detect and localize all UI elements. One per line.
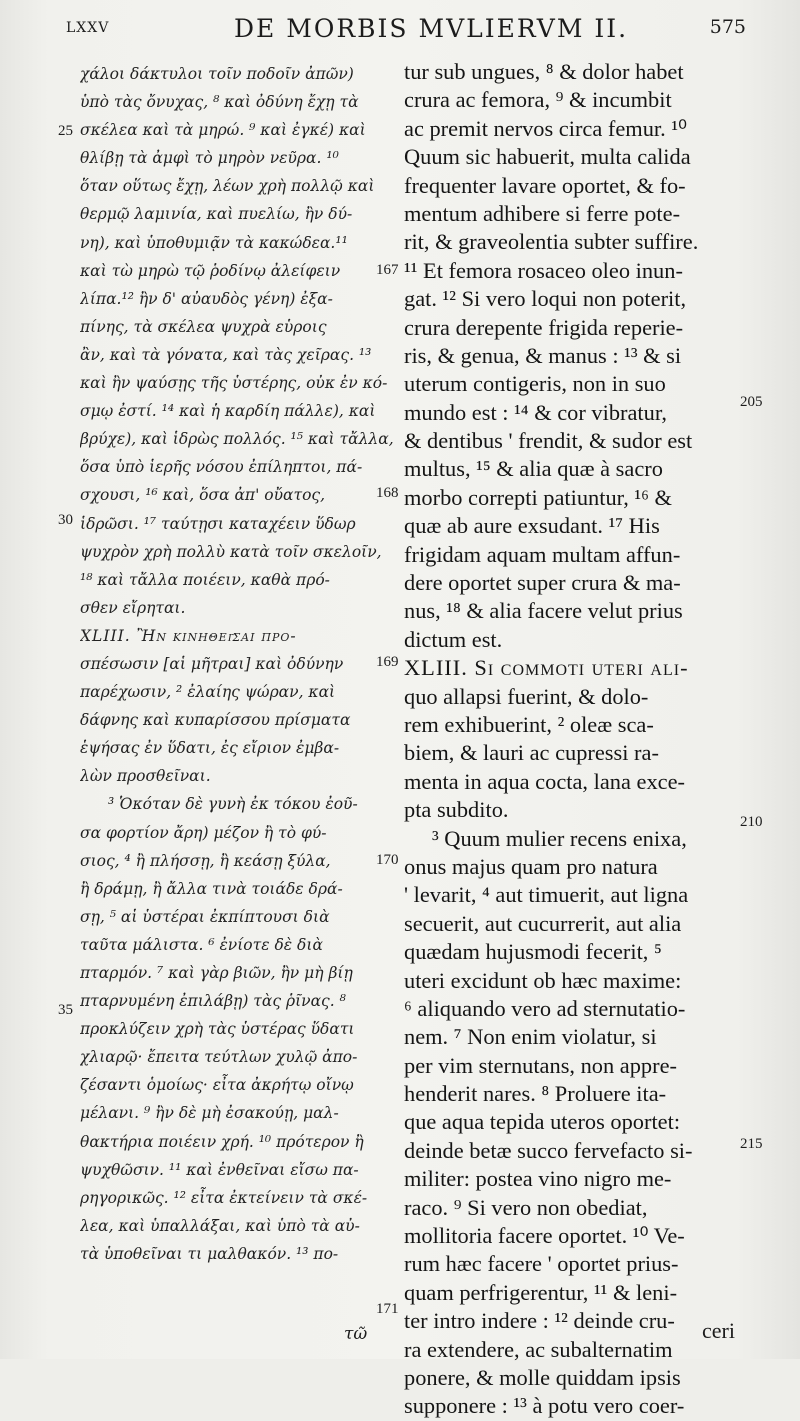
greek-text-line: βρύχε), καὶ ἱδρὼς πολλός. ¹⁵ καὶ τἄλλα, (80, 430, 394, 449)
greek-text-line: καὶ τὼ μηρὼ τῷ ῥοδίνῳ ἀλείφειν (80, 261, 341, 280)
latin-text-line: raco. ⁹ Si vero non obediat, (404, 1194, 648, 1220)
latin-text-line: dere oportet super crura & ma- (404, 570, 681, 596)
latin-catchword: ceri (702, 1318, 735, 1343)
greek-text-line: σιος, ⁴ ἢ πλήσσῃ, ἢ κεάσῃ ξύλα, (80, 851, 331, 870)
greek-text-line: σα φορτίον ἄρη) μέζον ἢ τὸ φύ- (80, 823, 327, 842)
greek-text-line: ¹⁸ καὶ τἄλλα ποιέειν, καθὰ πρό- (80, 570, 330, 589)
greek-text-line: ὑπὸ τὰς ὄνυχας, ⁸ καὶ ὀδύνη ἔχῃ τὰ (80, 93, 359, 112)
greek-text-line: παρέχωσιν, ² ἐλαίης ψώραν, καὶ (80, 683, 336, 702)
greek-text-line: ὅσα ὑπὸ ἱερῆς νόσου ἐπίληπτοι, πά- (80, 458, 363, 477)
latin-text-line: ⁶ aliquando vero ad sternutatio- (404, 995, 686, 1021)
latin-text-line: morbo correpti patiuntur, ¹⁶ & (404, 484, 672, 510)
latin-text-line: tur sub ungues, ⁸ & dolor habet (404, 59, 684, 84)
greek-text-line: λίπα.¹² ἢν δ' αὐαυδὸς γένη) ἐξα- (80, 289, 333, 308)
latin-text-line: henderit nares. ⁸ Proluere ita- (404, 1081, 667, 1107)
latin-text-line: pta subdito. (404, 797, 509, 823)
margin-ref-170: 170 (376, 852, 399, 868)
greek-text-line: σῃ, ⁵ αἱ ὑστέραι ἐκπίπτουσι διὰ (80, 907, 330, 926)
greek-text-line: πίνης, τὰ σκέλεα ψυχρὰ εὑροις (80, 317, 327, 336)
latin-text-line: crura ac femora, ⁹ & incumbit (404, 87, 672, 113)
greek-text-line: μέλανι. ⁹ ἢν δὲ μὴ ἐσακούῃ, μαλ- (80, 1104, 339, 1123)
greek-text-line: ψυχρὸν χρὴ πολλὺ κατὰ τοῖν σκελοῖν, (80, 542, 382, 561)
latin-text-line: rum hæc facere ' oportet prius- (404, 1251, 679, 1277)
latin-text-line: ac premit nervos circa femur. ¹⁰ (404, 115, 688, 141)
latin-text-line: nus, ¹⁸ & alia facere velut prius (404, 598, 683, 624)
latin-text-line: ter intro indere : ¹² deinde cru- (404, 1308, 675, 1334)
greek-text-line: καὶ ἢν ψαύσῃς τῆς ὑστέρης, οὐκ ἐν κό- (80, 374, 388, 393)
greek-text-line: ἱδρῶσι. ¹⁷ ταύτῃσι καταχέειν ὕδωρ (80, 514, 356, 533)
greek-text-line: λεα, καὶ ὑπαλλάξαι, καὶ ὑπὸ τὰ αὐ- (80, 1216, 360, 1235)
greek-text-line: σπέσωσιν [αἱ μῆτραι] καὶ ὀδύνην (80, 654, 344, 673)
latin-text-line: supponere : ¹³ à potu vero coer- (404, 1393, 685, 1419)
latin-text-line: ³ Quum mulier recens enixa, (432, 825, 687, 851)
greek-text-line: θερμῷ λαμινία, καὶ πυελίω, ἢν δύ- (80, 205, 353, 224)
greek-text-line: πταρνυμένη ἐπιλάβῃ) τὰς ῥῖνας. ⁸ (80, 992, 346, 1011)
latin-text-line: frigidam aquam multam affun- (404, 541, 681, 567)
latin-text-line: frequenter lavare oportet, & fo- (404, 172, 686, 198)
latin-text-line: quo allapsi fuerint, & dolo- (404, 683, 649, 709)
header-title: DE MORBIS MVLIERVM II. (234, 14, 629, 43)
margin-ref-171: 171 (376, 1301, 399, 1317)
latin-text-line: quædam hujusmodi fecerit, ⁵ (404, 939, 662, 965)
greek-text-line: χλιαρῷ· ἔπειτα τεύτλων χυλῷ ἀπο- (80, 1048, 358, 1067)
latin-text-line: ris, & genua, & manus : ¹³ & si (404, 342, 682, 368)
latin-text-line: gat. ¹² Si vero loqui non poterit, (404, 286, 687, 312)
latin-text-line: crura derepente frigida reperie- (404, 314, 684, 340)
greek-text-line: ³ Ὁκόταν δὲ γυνὴ ἐκ τόκου ἐοῦ- (108, 795, 358, 814)
margin-line-number-30: 30 (58, 512, 73, 528)
latin-text-line: rem exhibuerint, ² oleæ sca- (404, 711, 654, 737)
latin-text-line: XLIII. Si commoti uteri ali- (404, 655, 689, 681)
latin-text-line: menta in aqua cocta, lana exce- (404, 768, 685, 794)
latin-text-line: deinde betæ succo fervefacto si- (404, 1137, 693, 1163)
greek-text-line: πταρμόν. ⁷ καὶ γὰρ βιῶν, ἢν μὴ βίῃ (80, 964, 353, 982)
latin-text-line: Quum sic habuerit, multa calida (404, 144, 691, 170)
latin-text-line: nem. ⁷ Non enim violatur, si (404, 1024, 657, 1050)
greek-text-line: XLIII. Ἢν κινηθεῖσαι προ- (80, 626, 297, 645)
greek-text-line: ἂν, καὶ τὰ γόνατα, καὶ τὰς χεῖρας. ¹³ (80, 345, 372, 364)
greek-text-line: σθεν εἴρηται. (80, 598, 186, 617)
running-header (66, 16, 746, 52)
greek-text-line: ρηγορικῶς. ¹² εἶτα ἐκτείνειν τὰ σκέ- (80, 1188, 368, 1207)
latin-text-line: dictum est. (404, 626, 503, 652)
greek-text-line: τὰ ὑποθεῖναι τι μαλθακόν. ¹³ πο- (80, 1244, 339, 1263)
latin-text-line: que aqua tepida uteros oportet: (404, 1109, 681, 1135)
latin-text-line: uterum contigeris, non in suo (404, 371, 666, 397)
greek-text-line: δάφνης καὶ κυπαρίσσου πρίσματα (80, 711, 351, 730)
margin-ref-215: 215 (740, 1136, 763, 1152)
greek-text-line: λὼν προσθεῖναι. (80, 767, 211, 786)
margin-ref-205: 205 (740, 394, 763, 410)
latin-text-line: ponere, & molle quiddam ipsis (404, 1364, 681, 1390)
greek-text-line: χάλοι δάκτυλοι τοῖν ποδοῖν ἀπῶν) (80, 65, 354, 83)
latin-text-line: mollitoria facere oportet. ¹⁰ Ve- (404, 1223, 685, 1249)
latin-text-line: uteri excidunt ob hæc maxime: (404, 967, 682, 993)
latin-text-line: secuerit, aut cucurrerit, aut alia (404, 910, 682, 936)
latin-text-line: quæ ab aure exsudant. ¹⁷ His (404, 513, 660, 539)
latin-text-column (404, 58, 739, 1421)
greek-text-line: προκλύζειν χρὴ τὰς ὑστέρας ὕδατι (80, 1020, 355, 1039)
latin-text-line: militer: postea vino nigro me- (404, 1166, 672, 1192)
greek-text-line: θλίβῃ τὰ ἀμφὶ τὸ μηρὸν νεῦρα. ¹⁰ (80, 149, 339, 168)
greek-text-line: ὅταν οὕτως ἔχῃ, λέων χρὴ πολλῷ καὶ (80, 177, 375, 196)
margin-line-number-25: 25 (58, 123, 73, 139)
page-number: 575 (709, 16, 746, 38)
margin-ref-168: 168 (376, 485, 399, 501)
greek-text-line: ταῦτα μάλιστα. ⁶ ἐνίοτε δὲ διὰ (80, 935, 323, 954)
margin-ref-167: 167 (376, 262, 399, 278)
greek-text-line: σκέλεα καὶ τὰ μηρώ. ⁹ καὶ ἐγκέ) καὶ (80, 121, 366, 140)
greek-text-line: νη), καὶ ὑποθυμιᾷν τὰ κακώδεα.¹¹ (80, 233, 348, 252)
greek-text-line: θακτήρια ποιέειν χρή. ¹⁰ πρότερον ἢ (80, 1132, 364, 1151)
greek-text-line: ζέσαντι ὁμοίως· εἶτα ἀκρήτῳ οἴνῳ (80, 1076, 354, 1095)
greek-text-line: ἢ δράμῃ, ἢ ἄλλα τινὰ τοιάδε δρά- (80, 879, 343, 898)
latin-text-line: rit, & graveolentia subter suffire. (404, 229, 699, 255)
greek-text-line: σχουσι, ¹⁶ καὶ, ὅσα ἀπ' οὔατος, (80, 486, 326, 505)
greek-text-column (80, 60, 398, 1268)
header-left-number: LXXV (66, 20, 110, 36)
latin-text-line: per vim sternutans, non appre- (404, 1052, 677, 1078)
greek-catchword: τῶ (344, 1324, 368, 1344)
greek-text-line: σμῳ ἐστί. ¹⁴ καὶ ἡ καρδίη πάλλε), καὶ (80, 402, 376, 421)
latin-text-line: biem, & lauri ac cupressi ra- (404, 740, 659, 766)
latin-text-line: & dentibus ' frendit, & sudor est (404, 428, 693, 454)
margin-line-number-35: 35 (58, 1002, 73, 1018)
latin-text-line: quam perfrigerentur, ¹¹ & leni- (404, 1279, 678, 1305)
latin-text-line: onus majus quam pro natura (404, 853, 658, 879)
latin-text-line: mundo est : ¹⁴ & cor vibratur, (404, 399, 667, 425)
latin-text-line: ' levarit, ⁴ aut timuerit, aut ligna (404, 882, 689, 908)
latin-text-line: mentum adhibere si ferre pote- (404, 200, 681, 226)
greek-text-line: ψυχθῶσιν. ¹¹ καὶ ἐνθεῖναι εἴσω πα- (80, 1160, 359, 1179)
margin-ref-210: 210 (740, 814, 763, 830)
latin-text-line: multus, ¹⁵ & alia quæ à sacro (404, 456, 663, 482)
margin-ref-169: 169 (376, 654, 399, 670)
greek-text-line: ἑψήσας ἐν ὕδατι, ἐς εἴριον ἐμβα- (80, 739, 340, 758)
latin-text-line: ra extendere, ac subalternatim (404, 1336, 673, 1362)
latin-text-line: ¹¹ Et femora rosaceo oleo inun- (404, 257, 683, 283)
